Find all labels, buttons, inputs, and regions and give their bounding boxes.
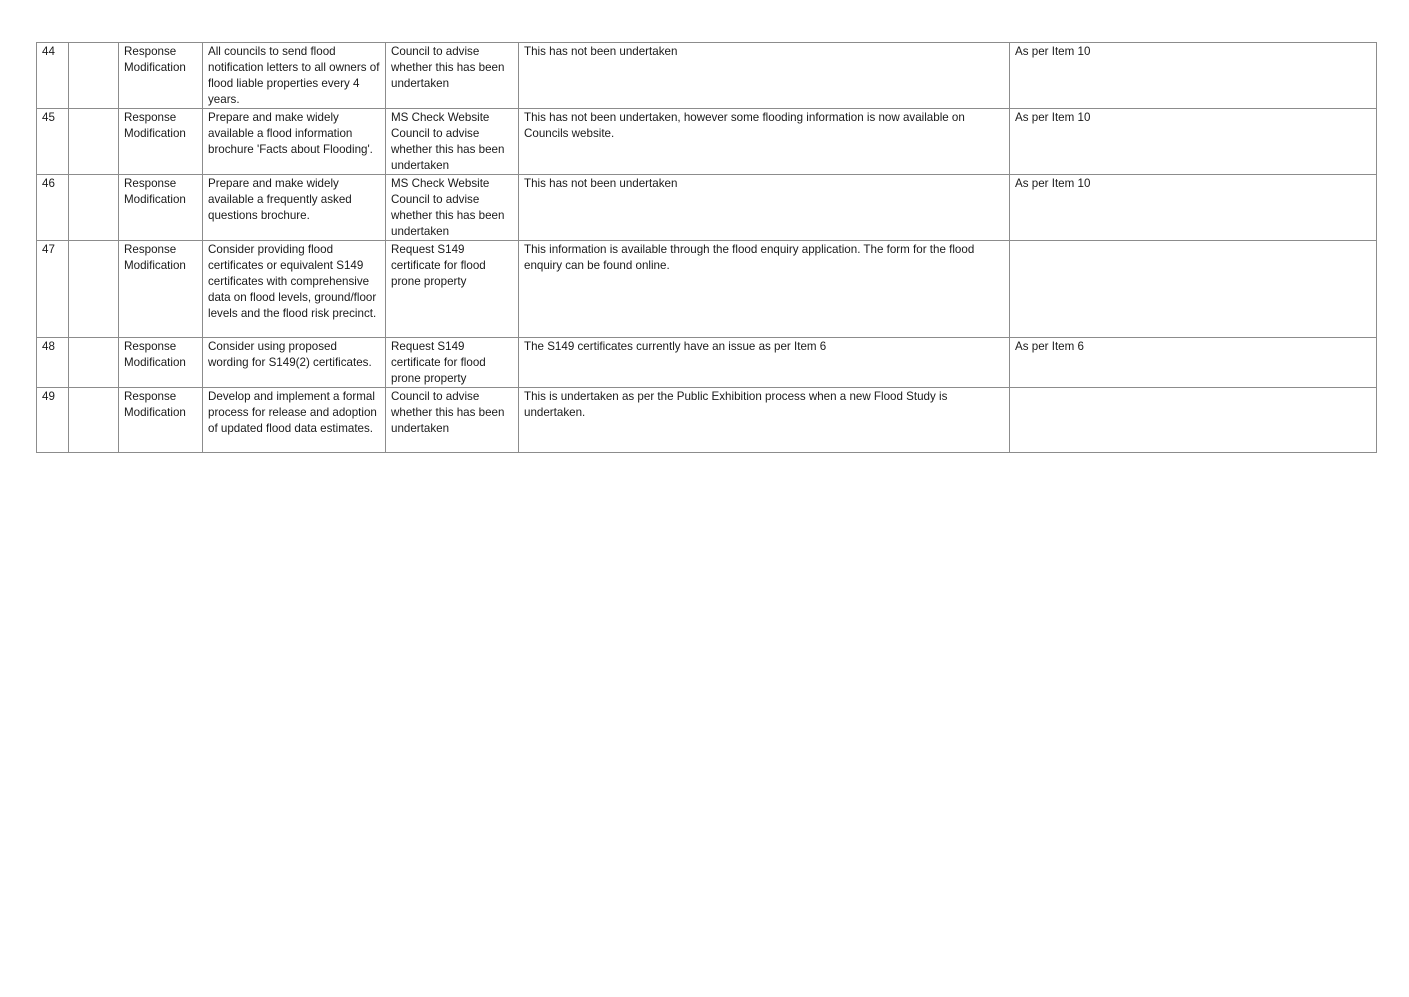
blank-cell: [69, 43, 119, 109]
action: Council to advise whether this has been undertaken: [386, 388, 519, 453]
item-number: 46: [37, 175, 69, 241]
table-row: [37, 241, 1377, 338]
item-number: 48: [37, 338, 69, 388]
action: Request S149 certificate for flood prone property: [386, 338, 519, 388]
measure-type: Response Modification: [119, 241, 203, 338]
table-row: [37, 175, 1377, 241]
table-row: [37, 109, 1377, 175]
status: This has not been undertaken: [519, 175, 1010, 241]
measure-type: Response Modification: [119, 109, 203, 175]
item-number: 47: [37, 241, 69, 338]
status: This has not been undertaken, however some flooding information is now available on Councils website.: [519, 109, 1010, 175]
blank-cell: [69, 175, 119, 241]
flood-recommendations-table: [36, 42, 1377, 453]
status: The S149 certificates currently have an issue as per Item 6: [519, 338, 1010, 388]
action: Request S149 certificate for flood prone property: [386, 241, 519, 338]
note: As per Item 10: [1010, 175, 1377, 241]
action: MS Check Website Council to advise whether this has been undertaken: [386, 109, 519, 175]
status: This information is available through the flood enquiry application. The form for the flood enquiry can be found online.: [519, 241, 1010, 338]
recommendation: Prepare and make widely available a frequently asked questions brochure.: [203, 175, 386, 241]
note: [1010, 241, 1377, 338]
recommendation: All councils to send flood notification letters to all owners of flood liable properties every 4 years.: [203, 43, 386, 109]
blank-cell: [69, 241, 119, 338]
status: This is undertaken as per the Public Exhibition process when a new Flood Study is undertaken.: [519, 388, 1010, 453]
item-number: 49: [37, 388, 69, 453]
blank-cell: [69, 338, 119, 388]
note: As per Item 10: [1010, 43, 1377, 109]
recommendation: Consider providing flood certificates or equivalent S149 certificates with comprehensive data on flood levels, ground/floor levels and the flood risk precinct.: [203, 241, 386, 338]
action: MS Check Website Council to advise whether this has been undertaken: [386, 175, 519, 241]
recommendation: Develop and implement a formal process for release and adoption of updated flood data estimates.: [203, 388, 386, 453]
blank-cell: [69, 388, 119, 453]
document-page: [36, 42, 1376, 453]
blank-cell: [69, 109, 119, 175]
note: As per Item 10: [1010, 109, 1377, 175]
measure-type: Response Modification: [119, 175, 203, 241]
table-row: [37, 388, 1377, 453]
item-number: 44: [37, 43, 69, 109]
table-row: [37, 338, 1377, 388]
item-number: 45: [37, 109, 69, 175]
status: This has not been undertaken: [519, 43, 1010, 109]
recommendation: Prepare and make widely available a flood information brochure 'Facts about Flooding'.: [203, 109, 386, 175]
note: [1010, 388, 1377, 453]
table-row: [37, 43, 1377, 109]
measure-type: Response Modification: [119, 388, 203, 453]
measure-type: Response Modification: [119, 338, 203, 388]
action: Council to advise whether this has been undertaken: [386, 43, 519, 109]
recommendation: Consider using proposed wording for S149(2) certificates.: [203, 338, 386, 388]
measure-type: Response Modification: [119, 43, 203, 109]
note: As per Item 6: [1010, 338, 1377, 388]
